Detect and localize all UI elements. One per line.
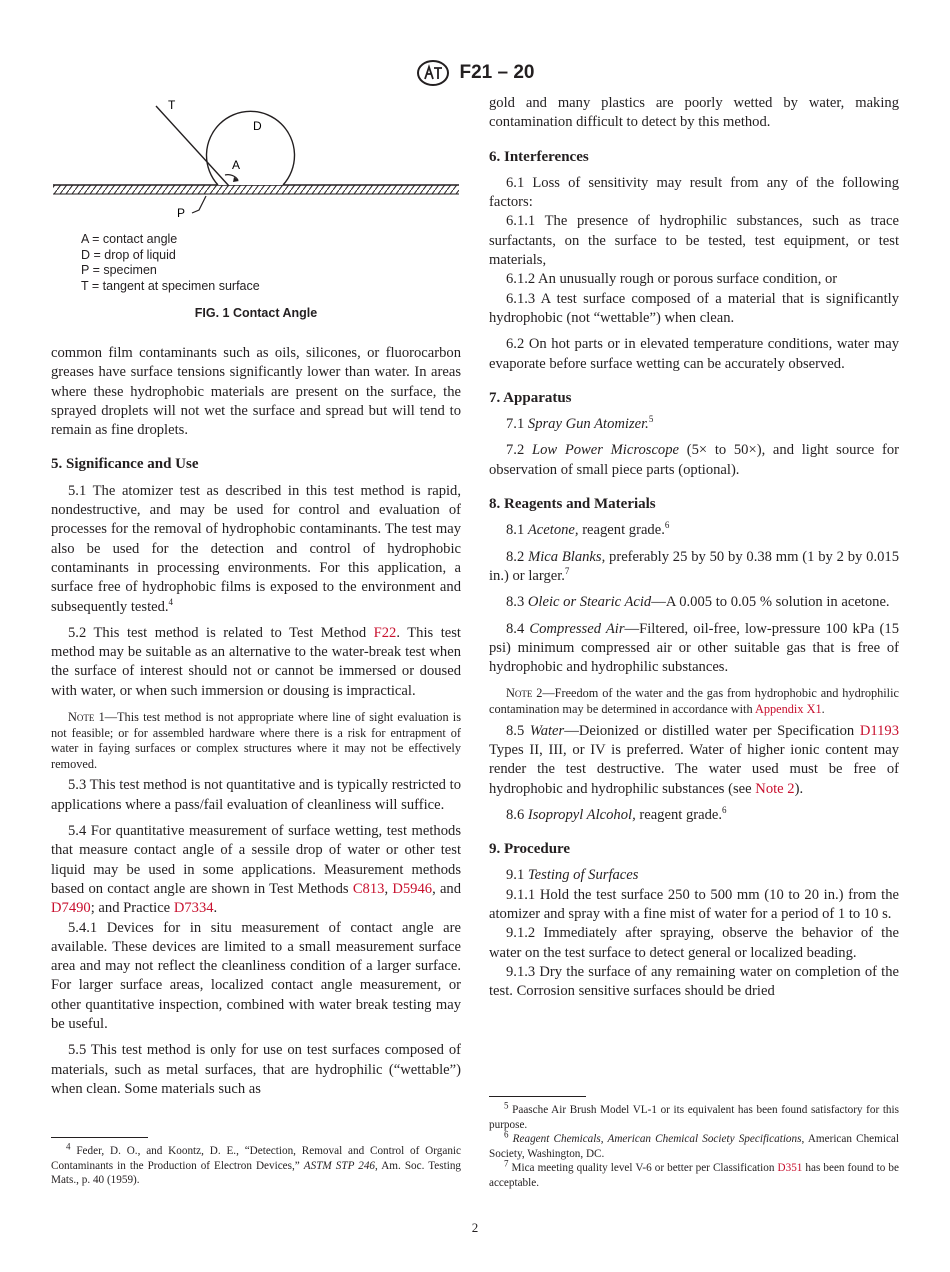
figure-caption: FIG. 1 Contact Angle bbox=[194, 306, 318, 320]
figure-contact-angle bbox=[51, 94, 461, 344]
section-heading: 7. Apparatus bbox=[489, 389, 572, 406]
paragraph-9-1-3: 9.1.3 Dry the surface of any remaining water on completion of the test. Corrosion sensitive surfaces should be dried bbox=[489, 963, 899, 1000]
label-t: T bbox=[168, 98, 176, 112]
paragraph-6-1: 6.1 Loss of sensitivity may result from any of the following factors: bbox=[489, 174, 899, 211]
section-heading: 8. Reagents and Materials bbox=[489, 496, 656, 513]
legend-item: D = drop of liquid bbox=[81, 247, 176, 262]
legend-item: T = tangent at specimen surface bbox=[81, 278, 260, 293]
link-f22[interactable]: F22 bbox=[373, 624, 397, 641]
paragraph-8-3: 8.3 Oleic or Stearic Acid—A 0.005 to 0.05 % solution in acetone. bbox=[506, 594, 890, 611]
link-note-2[interactable]: Note 2 bbox=[755, 780, 795, 797]
paragraph-8-1: 8.1 Acetone, reagent grade.$^6$ bbox=[506, 520, 670, 539]
link-d7490[interactable]: D7490 bbox=[51, 900, 91, 917]
standard-designation: F21 – 20 bbox=[459, 62, 535, 83]
label-d: D bbox=[253, 119, 262, 133]
left-column bbox=[51, 94, 461, 1099]
right-footnotes bbox=[489, 1096, 899, 1190]
left-footnotes bbox=[51, 1137, 461, 1188]
paragraph: gold and many plastics are poorly wetted by water, making contamination difficult to detect by this method. bbox=[489, 95, 899, 131]
note-1: Note 1—This test method is not appropriate where line of sight evaluation is not feasible; or for assembled hardware where there is a risk for entrapment of water in faying surfaces or complex structures where it may not be effectively removed. bbox=[51, 710, 461, 771]
footnote-6: $^6$ Reagent Chemicals, American Chemical Society Specifications, American Chemical Society, Washington, DC. bbox=[489, 1129, 899, 1160]
paragraph-6-2: 6.2 On hot parts or in elevated temperature conditions, water may evaporate before surface wetting can be accurately observed. bbox=[489, 336, 899, 372]
link-appendix-x1[interactable]: Appendix X1 bbox=[755, 702, 822, 717]
paragraph-8-2: 8.2 Mica Blanks, preferably 25 by 50 by 0.38 mm (1 by 2 by 0.015 in.) or larger.$^7$ bbox=[489, 548, 899, 584]
legend-item: A = contact angle bbox=[81, 232, 178, 246]
link-d5946[interactable]: D5946 bbox=[392, 880, 433, 897]
footnote-7: $^7$ Mica meeting quality level V-6 or better per Classification D351 has been found to be acceptable. bbox=[489, 1158, 899, 1189]
paragraph-5-1: 5.1 The atomizer test as described in this test method is rapid, nondestructive, and may be used for control and evaluation of processes for the removal of hydrophobic contaminants. The test may also be used for the detection and control of hydrophobic contaminants in processing environments. For this application, a surface free of hydrophobic films is exposed to the environment and subsequently tested.$^4$ bbox=[51, 482, 461, 615]
section-heading: 6. Interferences bbox=[489, 148, 589, 165]
paragraph-8-5: 8.5 Water—Deionized or distilled water per Specification D1193 Types II, III, or IV is preferred. Water of higher ionic content may render the test destructive. The water used must be free of hydrophobic and hydrophilic substances (see Note 2). bbox=[489, 722, 899, 797]
paragraph-5-5: 5.5 This test method is only for use on test surfaces composed of materials, such as metal surfaces, that are hydrophilic (“wettable”) when clean. Some materials such as bbox=[51, 1042, 461, 1097]
liquid-drop bbox=[207, 111, 295, 185]
footnote-divider bbox=[51, 1137, 148, 1138]
paragraph-6-1-2: 6.1.2 An unusually rough or porous surface condition, or bbox=[506, 271, 838, 288]
section-heading: 9. Procedure bbox=[489, 841, 571, 858]
page-number: 2 bbox=[471, 1220, 479, 1235]
specimen-surface bbox=[53, 185, 459, 194]
footnote-ref: 6 bbox=[722, 804, 727, 815]
paragraph-5-3: 5.3 This test method is not quantitative and is typically restricted to applications where a pass/fail evaluation of cleanliness will suffice. bbox=[51, 777, 461, 813]
link-d1193[interactable]: D1193 bbox=[859, 722, 899, 739]
paragraph-6-1-3: 6.1.3 A test surface composed of a material that is significantly hydrophobic (not “wettable”) when clean. bbox=[489, 290, 899, 326]
right-column bbox=[489, 94, 899, 1001]
paragraph-9-1: 9.1 Testing of Surfaces bbox=[506, 867, 639, 884]
paragraph-8-4: 8.4 Compressed Air—Filtered, oil-free, low-pressure 100 kPa (15 psi) minimum compressed air or other suitable gas that is free of hydrophobic and hydrophilic substances. bbox=[489, 620, 900, 676]
paragraph-8-6: 8.6 Isopropyl Alcohol, reagent grade.$^6$ bbox=[506, 804, 727, 823]
footnote-4: $^4$ Feder, D. O., and Koontz, D. E., “Detection, Removal and Control of Organic Contaminants in the Production of Electron Devices,” ASTM STP 246, Am. Soc. Testing Mats., p. 40 (1959). bbox=[51, 1141, 462, 1186]
figure-legend bbox=[81, 232, 260, 294]
link-c813[interactable]: C813 bbox=[352, 880, 385, 897]
paragraph-9-1-1: 9.1.1 Hold the test surface 250 to 500 mm (10 to 20 in.) from the atomizer and spray with a fine mist of water for a period of 1 to 10 s. bbox=[489, 886, 899, 922]
paragraph-7-2: 7.2 Low Power Microscope (5× to 50×), and light source for observation of small piece parts (optional). bbox=[489, 442, 900, 478]
paragraph-5-2: 5.2 This test method is related to Test Method F22. This test method may be suitable as an alternative to the water-break test when the surface of interest should not or cannot be immersed or doused with water, or when such immersion or dousing is impractical. bbox=[51, 624, 461, 699]
paragraph-5-4-1: 5.4.1 Devices for in situ measurement of contact angle are available. These devices are limited to a small measurement surface area and may not reflect the cleanliness condition of a larger surface. For larger surface areas, localized contact angle measurement, or other quantitative inspection, combined with water break testing may be useful. bbox=[51, 919, 461, 1032]
specimen-leader bbox=[192, 196, 206, 213]
link-d7334[interactable]: D7334 bbox=[173, 900, 214, 917]
paragraph: common film contaminants such as oils, silicones, or fluorocarbon greases have surface tensions significantly lower than water. In areas where these hydrophobic materials are present on the surface, the sprayed droplets will not wet the surface and spread but will tend to remain as fine droplets. bbox=[51, 345, 461, 439]
page-header bbox=[0, 58, 950, 88]
label-a: A bbox=[232, 158, 241, 172]
label-p: P bbox=[177, 206, 186, 220]
paragraph-5-4: 5.4 For quantitative measurement of surface wetting, test methods that measure contact angle of a sessile drop of water or other test liquid may be used in some applications. Measurement methods based on contact angle are shown in Test Methods C813, D5946, and D7490; and Practice D7334. bbox=[51, 823, 462, 917]
section-heading: 5. Significance and Use bbox=[51, 456, 199, 473]
paragraph-6-1-1: 6.1.1 The presence of hydrophilic substances, such as trace surfactants, on the surface to be tested, test equipment, or test materials, bbox=[489, 213, 899, 269]
link-d351[interactable]: D351 bbox=[777, 1162, 803, 1174]
footnote-ref: 5 bbox=[648, 414, 654, 425]
legend-item: P = specimen bbox=[81, 263, 157, 277]
footnote-divider bbox=[489, 1096, 586, 1097]
paragraph-9-1-2: 9.1.2 Immediately after spraying, observe the behavior of the water on the test surface to detect general or localized beading. bbox=[489, 925, 899, 961]
footnote-5: $^5$ Paasche Air Brush Model VL-1 or its equivalent has been found satisfactory for this purpose. bbox=[489, 1100, 899, 1131]
paragraph-7-1: 7.1 Spray Gun Atomizer.$^5$ bbox=[506, 414, 654, 433]
note-2: Note 2—Freedom of the water and the gas from hydrophobic and hydrophilic contamination may be determined in accordance with Appendix X1. bbox=[489, 686, 899, 717]
footnote-ref: 6 bbox=[664, 520, 670, 531]
footnote-ref: 4 bbox=[168, 596, 174, 607]
astm-logo-icon bbox=[416, 58, 450, 88]
footnote-ref: 7 bbox=[564, 566, 570, 577]
